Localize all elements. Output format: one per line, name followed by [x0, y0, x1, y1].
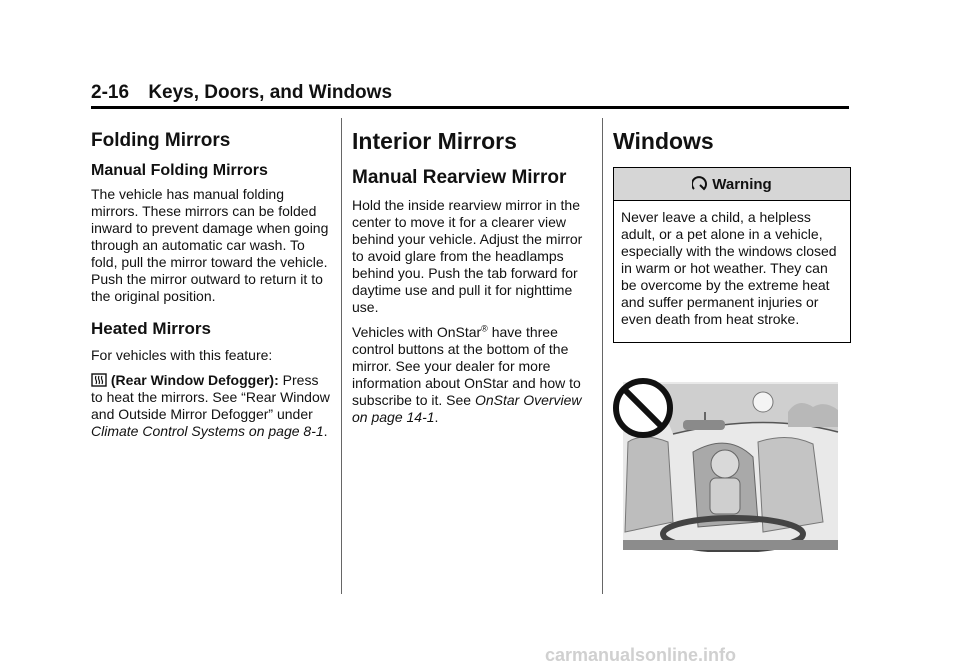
interior-mirrors-heading: Interior Mirrors — [352, 128, 517, 154]
manual-folding-text: The vehicle has manual folding mirrors. These mirrors can be folded inward to prevent damage when going through an automatic car wash. To fold, pull the mirror toward the vehicle. Push the mirror outward to return it to the original position. — [91, 186, 329, 304]
warning-header — [614, 168, 850, 201]
prohibition-icon — [616, 381, 670, 435]
child-in-car-illustration — [613, 372, 841, 552]
warning-label: Warning — [712, 176, 772, 193]
rear-defogger-icon — [91, 373, 107, 387]
onstar-pre: Vehicles with OnStar — [352, 324, 482, 340]
column-divider — [341, 118, 342, 594]
column-left — [91, 118, 331, 448]
watermark: carmanualsonline.info — [545, 645, 737, 665]
onstar-text: have three control buttons at the bottom of the mirror. See your dealer for more information about OnStar and how to subscribe to it. See — [352, 324, 581, 408]
warning-box — [613, 167, 851, 343]
warning-body — [614, 201, 850, 342]
defogger-paragraph — [91, 372, 331, 440]
rearview-text: Hold the inside rearview mirror in the center to move it for a clearer view behind your vehicle. Adjust the mirror to avoid glare from the headlamps behind you. Push the tab forward for daytime use and pull it for nighttime use. — [352, 197, 583, 315]
heated-intro: For vehicles with this feature: — [91, 347, 273, 363]
warning-symbol-icon — [692, 170, 708, 186]
manual-rearview-heading: Manual Rearview Mirror — [352, 167, 567, 188]
page-header — [91, 80, 849, 109]
manual-folding-heading: Manual Folding Mirrors — [91, 162, 268, 179]
folding-mirrors-heading: Folding Mirrors — [91, 130, 231, 151]
page-number: 2-16 — [91, 82, 130, 103]
onstar-paragraph — [352, 324, 592, 426]
column-divider — [602, 118, 603, 594]
defogger-label: (Rear Window Defogger): — [110, 372, 279, 388]
registered-mark: ® — [481, 323, 488, 334]
onstar-overview-link[interactable]: OnStar Overview on page 14-1 — [352, 392, 582, 425]
warning-text: Never leave a child, a helpless adult, or a pet alone in a vehicle, especially with the windows closed in warm or hot weather. They can be overcome by the extreme heat and suffer permanent injuries or even death from heat stroke. — [621, 209, 837, 327]
defogger-text: Press to heat the mirrors. See “Rear Window and Outside Mirror Defogger” under — [91, 372, 330, 422]
column-middle — [352, 118, 592, 434]
section-title: Keys, Doors, and Windows — [148, 82, 393, 103]
column-right — [613, 118, 853, 343]
windows-heading: Windows — [613, 128, 714, 154]
heated-mirrors-heading: Heated Mirrors — [91, 319, 211, 338]
defogger-end: . — [323, 423, 328, 439]
climate-control-link[interactable]: Climate Control Systems on page 8-1 — [91, 423, 324, 439]
onstar-end: . — [434, 409, 439, 425]
